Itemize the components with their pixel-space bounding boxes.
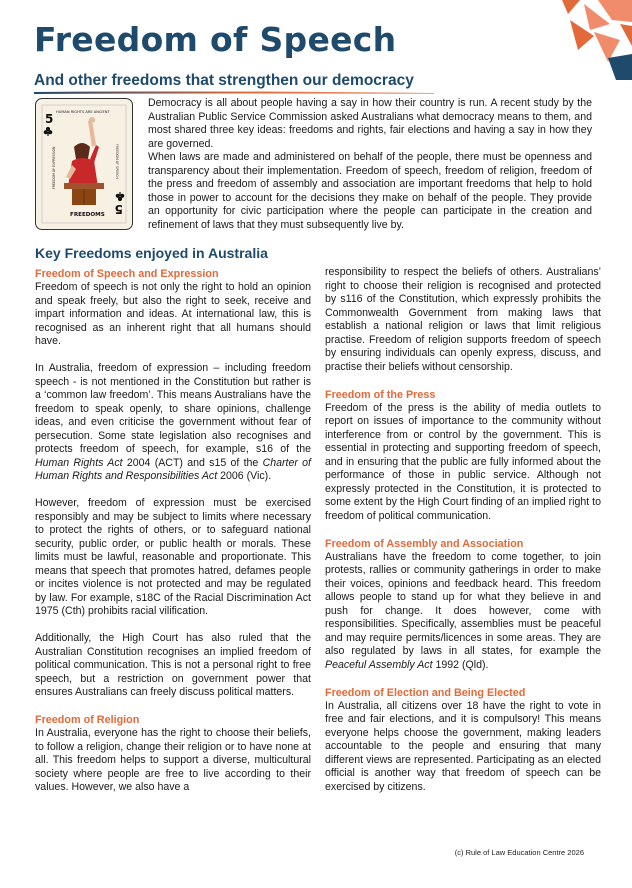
election-paragraph: In Australia, all citizens over 18 have the right to vote in free and fair elections, and it is compulsory! This means everyone helps choose the government, making leaders accountable to the people and ensuring that many different views are represented. Participating as an elected official is another way that freedom of speech can be exercised by citizens. bbox=[325, 699, 601, 793]
section-heading-election: Freedom of Election and Being Elected bbox=[325, 686, 526, 699]
speech-paragraph-4: Additionally, the High Court has also ruled that the Australian Constitution recognises an implied freedom of political communication. This is not a personal right to free speech, but a restriction on government power that ensures Australians can freely discuss political matters. bbox=[35, 632, 311, 698]
speech-paragraph-1: Freedom of speech is not only the right to hold an opinion and speak freely, but also the right to seek, receive and impart information and ideas. At international law, this is recognised as an inherent right that all humans should have. bbox=[35, 281, 311, 347]
podium-icon bbox=[64, 183, 104, 205]
card-rank-top: 5 bbox=[45, 112, 54, 126]
religion-paragraph-part-1: In Australia, everyone has the right to choose their beliefs, to follow a religion, change their religion or to have none at all. This freedom helps to support a diverse, multicultural society where people are free to live according to their values. However, we also have a bbox=[35, 727, 311, 793]
section-heading-press: Freedom of the Press bbox=[325, 388, 436, 401]
club-icon-bottom bbox=[116, 192, 125, 201]
intro-text bbox=[148, 97, 592, 232]
intro-paragraph: Democracy is all about people having a say in how their country is run. A recent study by the Australian Public Service Commission asked Australians what democracy means to them, and most shared three key ideas: freedoms and rights, fair elections and having a say in how they are governed. bbox=[148, 97, 592, 150]
page-title: Freedom of Speech bbox=[34, 20, 397, 59]
assembly-paragraph: Australians have the freedom to come together, to join protests, rallies or community gatherings in order to make their voices, opinions and feedback heard. This freedom allows people to stand up for what they believe in and push for change. It does however, come with responsibilities. Specifically, assemblies must be peaceful and may require permits/licences in some areas. They are also regulated by laws in all states, for example the Peaceful Assembly Act 1992 (Qld). bbox=[325, 550, 601, 671]
speaker-figure-icon bbox=[66, 117, 99, 187]
card-caption: FREEDOMS bbox=[70, 212, 105, 218]
key-freedoms-heading: Key Freedoms enjoyed in Australia bbox=[35, 245, 268, 261]
club-icon bbox=[44, 127, 53, 136]
corner-decoration bbox=[550, 0, 632, 80]
speech-paragraph-3: However, freedom of expression must be exercised responsibly and may be subject to limits where necessary to protect the rights of others, or to safeguard national security, public order, or public health or morals. These limits must be lawful, reasonable and proportionate. This means that speech that promotes hatred, defames people or incites violence is not protected and may be regulated by law. For example, s18C of the Racial Discrimination Act 1975 (Cth) prohibits racial vilification. bbox=[35, 497, 311, 617]
card-rank-bottom: 5 bbox=[114, 202, 123, 216]
religion-paragraph-part-2: responsibility to respect the beliefs of others. Australians’ right to choose their religion is recognised and protected by s116 of the Constitution, which expressly prohibits the Commonwealth Government from making laws that establish a national religion or laws that limit religious practise. Freedom of religion supports freedom of speech by ensuring individuals can openly express, discuss, and practise their beliefs without censorship. bbox=[325, 266, 601, 373]
card-side-left: FREEDOM OF EXPRESSION bbox=[52, 146, 56, 189]
title-underline bbox=[34, 90, 434, 96]
section-heading-assembly: Freedom of Assembly and Association bbox=[325, 537, 524, 550]
card-top-text: HUMAN RIGHTS ARE ANCIENT bbox=[56, 110, 110, 114]
card-side-right: FREEDOM OF SPEECH bbox=[115, 144, 119, 179]
page-subtitle: And other freedoms that strengthen our democracy bbox=[34, 72, 414, 89]
copyright-footer: (c) Rule of Law Education Centre 2026 bbox=[454, 848, 584, 857]
freedoms-playing-card bbox=[35, 98, 133, 230]
speech-paragraph-2: In Australia, freedom of expression – including freedom speech - is not mentioned in the Constitution but rather is a ‘common law freedom’. This means Australians have the freedom to speak openly, to share opinions, challenge ideas, and even criticise the government without fear of persecution. Some state legislation also recognises and protects freedom of speech, for example, s16 of the Human Rights Act 2004 (ACT) and s15 of the Charter of Human Rights and Responsibilities Act 2006 (Vic). bbox=[35, 362, 311, 482]
section-heading-religion: Freedom of Religion bbox=[35, 714, 140, 726]
left-column bbox=[35, 267, 311, 795]
section-heading-speech: Freedom of Speech and Expression bbox=[35, 268, 219, 280]
press-paragraph: Freedom of the press is the ability of media outlets to report on issues of importance to the community without interference from or control by the government. This is essential in protecting and supporting freedom of speech, and in ensuring that the public are fully informed about the performance of those in public service. Although not expressly protected in the Constitution, it is protected to some extent by the High Court finding of an implied right to freedom of political communication. bbox=[325, 401, 601, 522]
right-column bbox=[325, 266, 601, 794]
intro-paragraph: When laws are made and administered on behalf of the people, there must be openness and transparency about their implementation. Freedom of speech, freedom of religion, freedom of the press and freedom of assembly and association are important freedoms that help to hold those in power to account for the decisions they make on behalf of the people. They provide an opportunity for civic participation where the people can participate in the creation and refinement of laws that they must subsequently live by. bbox=[148, 151, 592, 231]
